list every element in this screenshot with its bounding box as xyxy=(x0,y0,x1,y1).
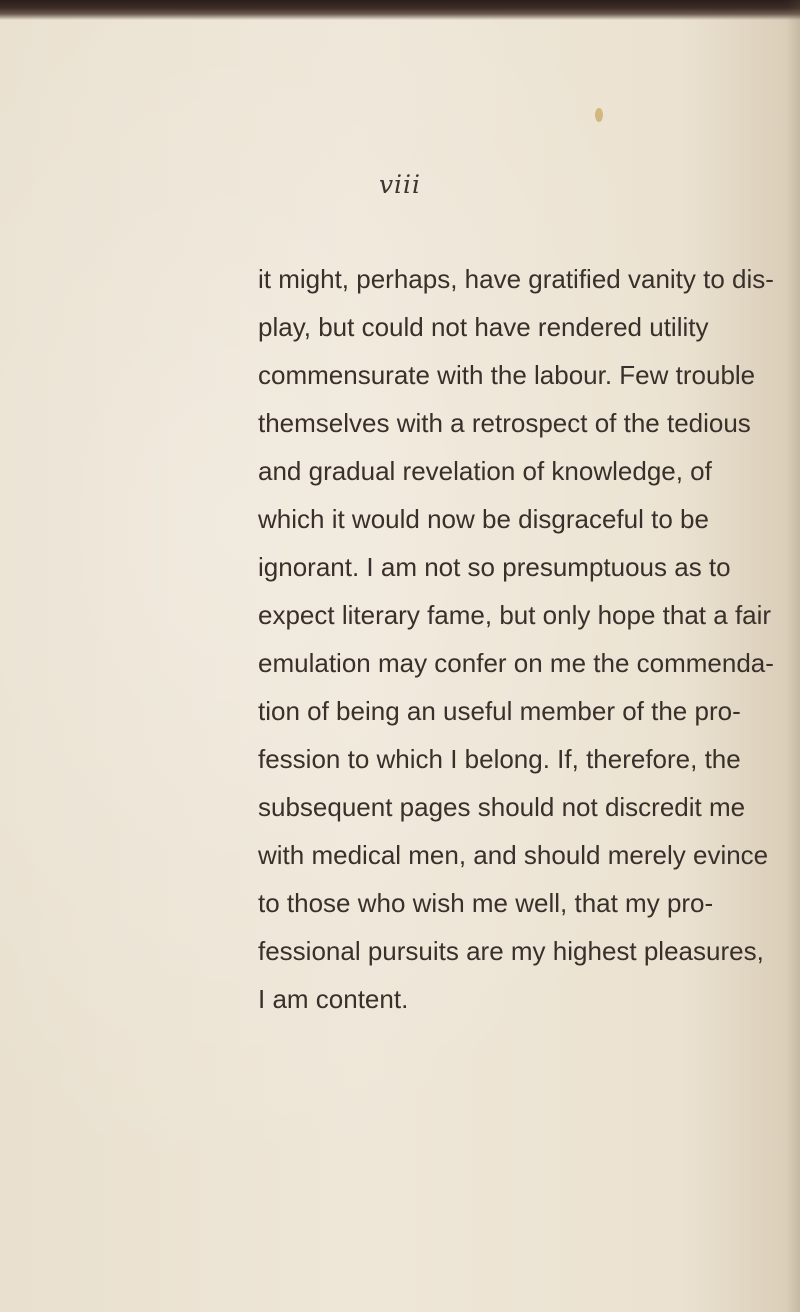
text-line: fession to which I belong. If, therefore, the xyxy=(258,744,741,774)
paper-stain xyxy=(595,108,603,122)
text-line: emulation may confer on me the commenda- xyxy=(258,648,774,678)
text-line: which it would now be disgraceful to be xyxy=(258,504,709,534)
text-line: with medical men, and should merely evince xyxy=(258,840,769,870)
text-line: ignorant. I am not so presumptuous as to xyxy=(258,552,731,582)
text-line: play, but could not have rendered utility xyxy=(258,312,709,342)
page-number: viii xyxy=(378,170,422,199)
text-line: fessional pursuits are my highest pleasures, xyxy=(258,936,764,966)
text-line: and gradual revelation of knowledge, of xyxy=(258,456,712,486)
page-top-edge xyxy=(0,0,800,20)
text-line: tion of being an useful member of the pro- xyxy=(258,696,741,726)
text-line: expect literary fame, but only hope that a fair xyxy=(258,600,772,630)
text-line: subsequent pages should not discredit me xyxy=(258,792,746,822)
text-line: themselves with a retrospect of the tedious xyxy=(258,408,751,438)
text-line: commensurate with the labour. Few trouble xyxy=(258,360,756,390)
text-line: it might, perhaps, have gratified vanity to dis- xyxy=(258,264,774,294)
text-line: to those who wish me well, that my pro- xyxy=(258,888,714,918)
text-line: I am content. xyxy=(258,984,409,1014)
